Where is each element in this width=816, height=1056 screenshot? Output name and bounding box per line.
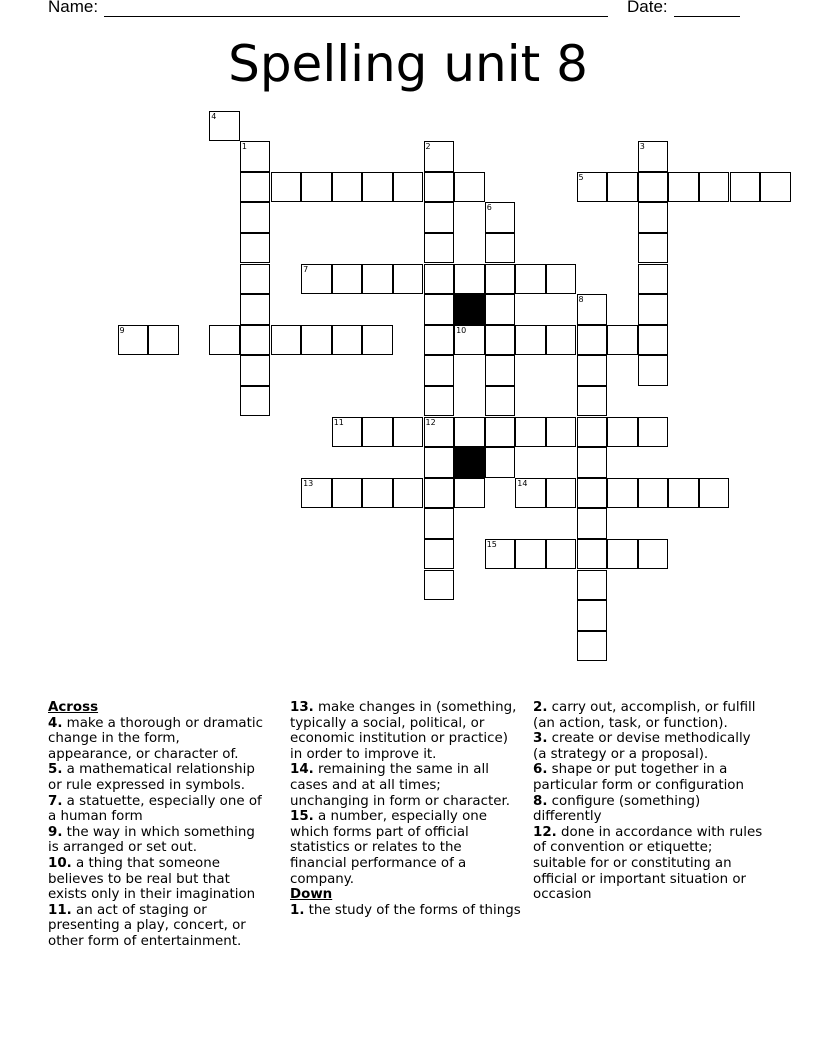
across-heading: Across xyxy=(48,700,99,715)
grid-cell[interactable] xyxy=(515,478,546,509)
grid-cell[interactable] xyxy=(209,111,240,142)
grid-cell[interactable] xyxy=(485,233,516,264)
grid-cell[interactable] xyxy=(271,325,302,356)
grid-cell[interactable] xyxy=(607,539,638,570)
clue-across-7: 7. a statuette, especially one of a human form xyxy=(48,793,262,825)
grid-cell[interactable] xyxy=(546,417,577,448)
grid-cell[interactable] xyxy=(546,539,577,570)
grid-cell[interactable] xyxy=(638,294,669,325)
grid-cell[interactable] xyxy=(699,478,730,509)
puzzle-title: Spelling unit 8 xyxy=(228,35,588,93)
grid-cell[interactable] xyxy=(240,325,271,356)
grid-cell[interactable] xyxy=(607,172,638,203)
grid-cell[interactable] xyxy=(424,264,455,295)
grid-cell[interactable] xyxy=(638,172,669,203)
grid-cell[interactable] xyxy=(638,355,669,386)
grid-cell[interactable] xyxy=(271,172,302,203)
grid-cell[interactable] xyxy=(638,325,669,356)
grid-cell[interactable] xyxy=(485,202,516,233)
grid-cell[interactable] xyxy=(638,141,669,172)
grid-cell[interactable] xyxy=(607,478,638,509)
clue-down-6: 6. shape or put together in a particular form or configuration xyxy=(533,762,744,793)
clues-column-2 xyxy=(290,700,522,918)
grid-cell[interactable] xyxy=(424,355,455,386)
grid-cell[interactable] xyxy=(424,539,455,570)
grid-cell[interactable] xyxy=(362,478,393,509)
grid-cell[interactable] xyxy=(577,447,608,478)
grid-cell[interactable] xyxy=(638,417,669,448)
cell-number: 12 xyxy=(425,417,436,427)
grid-cell[interactable] xyxy=(424,478,455,509)
grid-cell[interactable] xyxy=(424,202,455,233)
grid-cell[interactable] xyxy=(332,325,363,356)
grid-cell[interactable] xyxy=(515,417,546,448)
grid-cell[interactable] xyxy=(577,386,608,417)
grid-cell[interactable] xyxy=(424,172,455,203)
grid-cell[interactable] xyxy=(546,325,577,356)
grid-cell[interactable] xyxy=(577,417,608,448)
grid-cell[interactable] xyxy=(577,600,608,631)
grid-cell[interactable] xyxy=(485,447,516,478)
cell-number: 5 xyxy=(578,172,584,182)
cell-number: 8 xyxy=(578,295,584,305)
grid-block xyxy=(454,294,485,325)
grid-cell[interactable] xyxy=(332,264,363,295)
grid-cell[interactable] xyxy=(607,417,638,448)
grid-cell[interactable] xyxy=(577,631,608,662)
cell-number: 14 xyxy=(517,478,528,488)
down-heading: Down xyxy=(290,887,333,903)
grid-cell[interactable] xyxy=(577,478,608,509)
grid-cell[interactable] xyxy=(454,325,485,356)
grid-cell[interactable] xyxy=(577,294,608,325)
grid-block xyxy=(454,447,485,478)
grid-cell[interactable] xyxy=(424,508,455,539)
grid-cell[interactable] xyxy=(638,539,669,570)
clue-across-5: 5. a mathematical relationship or rule expressed in symbols. xyxy=(48,762,255,793)
grid-cell[interactable] xyxy=(424,570,455,601)
grid-cell[interactable] xyxy=(240,386,271,417)
grid-cell[interactable] xyxy=(577,508,608,539)
cell-number: 7 xyxy=(303,264,309,274)
grid-cell[interactable] xyxy=(638,478,669,509)
grid-cell[interactable] xyxy=(240,172,271,203)
grid-cell[interactable] xyxy=(424,417,455,448)
grid-cell[interactable] xyxy=(730,172,761,203)
grid-cell[interactable] xyxy=(424,294,455,325)
grid-cell[interactable] xyxy=(301,478,332,509)
grid-cell[interactable] xyxy=(515,325,546,356)
clue-across-9: 9. the way in which something is arranged or set out. xyxy=(48,824,255,856)
grid-cell[interactable] xyxy=(638,233,669,264)
clue-across-10: 10. a thing that someone believes to be real but that exists only in their imagination xyxy=(48,855,256,903)
clue-across-15: 15. a number, especially one which forms part of official statistics or relates to the financial performance of a company. xyxy=(290,809,488,887)
grid-cell[interactable] xyxy=(209,325,240,356)
grid-cell[interactable] xyxy=(424,325,455,356)
grid-cell[interactable] xyxy=(638,202,669,233)
grid-cell[interactable] xyxy=(668,478,699,509)
date-label: Date: xyxy=(627,0,668,16)
cell-number: 13 xyxy=(303,478,314,488)
grid-cell[interactable] xyxy=(424,233,455,264)
grid-cell[interactable] xyxy=(638,264,669,295)
cell-number: 11 xyxy=(333,417,344,427)
grid-cell[interactable] xyxy=(577,355,608,386)
grid-cell[interactable] xyxy=(668,172,699,203)
grid-cell[interactable] xyxy=(699,172,730,203)
grid-cell[interactable] xyxy=(577,172,608,203)
grid-cell[interactable] xyxy=(362,172,393,203)
grid-cell[interactable] xyxy=(118,325,149,356)
grid-cell[interactable] xyxy=(485,417,516,448)
grid-cell[interactable] xyxy=(301,325,332,356)
cell-number: 15 xyxy=(486,539,497,549)
grid-cell[interactable] xyxy=(240,233,271,264)
grid-cell[interactable] xyxy=(485,355,516,386)
grid-cell[interactable] xyxy=(485,386,516,417)
cell-number: 3 xyxy=(639,142,645,152)
clues-column-3 xyxy=(533,700,765,903)
grid-cell[interactable] xyxy=(515,264,546,295)
grid-cell[interactable] xyxy=(454,417,485,448)
cell-number: 2 xyxy=(425,142,431,152)
grid-cell[interactable] xyxy=(454,264,485,295)
grid-cell[interactable] xyxy=(546,264,577,295)
grid-cell[interactable] xyxy=(607,325,638,356)
name-label: Name: xyxy=(48,0,99,16)
grid-cell[interactable] xyxy=(240,294,271,325)
grid-cell[interactable] xyxy=(485,325,516,356)
grid-cell[interactable] xyxy=(362,325,393,356)
grid-cell[interactable] xyxy=(424,141,455,172)
grid-cell[interactable] xyxy=(577,539,608,570)
grid-cell[interactable] xyxy=(240,355,271,386)
grid-cell[interactable] xyxy=(454,172,485,203)
grid-cell[interactable] xyxy=(393,478,424,509)
grid-cell[interactable] xyxy=(240,264,271,295)
grid-cell[interactable] xyxy=(485,539,516,570)
grid-cell[interactable] xyxy=(301,264,332,295)
grid-cell[interactable] xyxy=(240,202,271,233)
grid-cell[interactable] xyxy=(577,570,608,601)
grid-cell[interactable] xyxy=(362,264,393,295)
grid-cell[interactable] xyxy=(332,417,363,448)
grid-cell[interactable] xyxy=(577,325,608,356)
grid-cell[interactable] xyxy=(362,417,393,448)
grid-cell[interactable] xyxy=(424,447,455,478)
grid-cell[interactable] xyxy=(148,325,179,356)
clues-column-1 xyxy=(48,700,266,950)
clue-down-1: 1. the study of the forms of things xyxy=(290,902,521,918)
grid-cell[interactable] xyxy=(515,539,546,570)
grid-cell[interactable] xyxy=(332,478,363,509)
cell-number: 6 xyxy=(486,203,492,213)
clue-across-14: 14. remaining the same in all cases and at all times; unchanging in form or character. xyxy=(290,762,511,809)
grid-cell[interactable] xyxy=(393,264,424,295)
grid-cell[interactable] xyxy=(485,294,516,325)
clue-across-4: 4. make a thorough or dramatic change in the form, appearance, or character of. xyxy=(48,715,263,762)
grid-cell[interactable] xyxy=(393,172,424,203)
grid-cell[interactable] xyxy=(240,141,271,172)
grid-cell[interactable] xyxy=(301,172,332,203)
grid-cell[interactable] xyxy=(424,386,455,417)
clue-down-2: 2. carry out, accomplish, or fulfill (an action, task, or function). xyxy=(533,700,756,731)
clue-down-12: 12. done in accordance with rules of convention or etiquette; suitable for or constituting an official or important situation or occasion xyxy=(533,824,763,903)
grid-cell[interactable] xyxy=(546,478,577,509)
grid-cell[interactable] xyxy=(454,478,485,509)
clue-down-3: 3. create or devise methodically (a strategy or a proposal). xyxy=(533,731,751,762)
clue-across-11: 11. an act of staging or presenting a play, concert, or other form of entertainment. xyxy=(48,902,246,949)
cell-number: 10 xyxy=(456,325,467,335)
cell-number: 1 xyxy=(241,142,247,152)
cell-number: 4 xyxy=(211,111,217,121)
clue-down-8: 8. configure (something) differently xyxy=(533,793,701,825)
grid-cell[interactable] xyxy=(485,264,516,295)
grid-cell[interactable] xyxy=(760,172,791,203)
grid-cell[interactable] xyxy=(332,172,363,203)
clue-across-13: 13. make changes in (something, typically a social, political, or economic institution or practice) in order to improve it. xyxy=(290,700,517,762)
cell-number: 9 xyxy=(119,325,125,335)
grid-cell[interactable] xyxy=(393,417,424,448)
